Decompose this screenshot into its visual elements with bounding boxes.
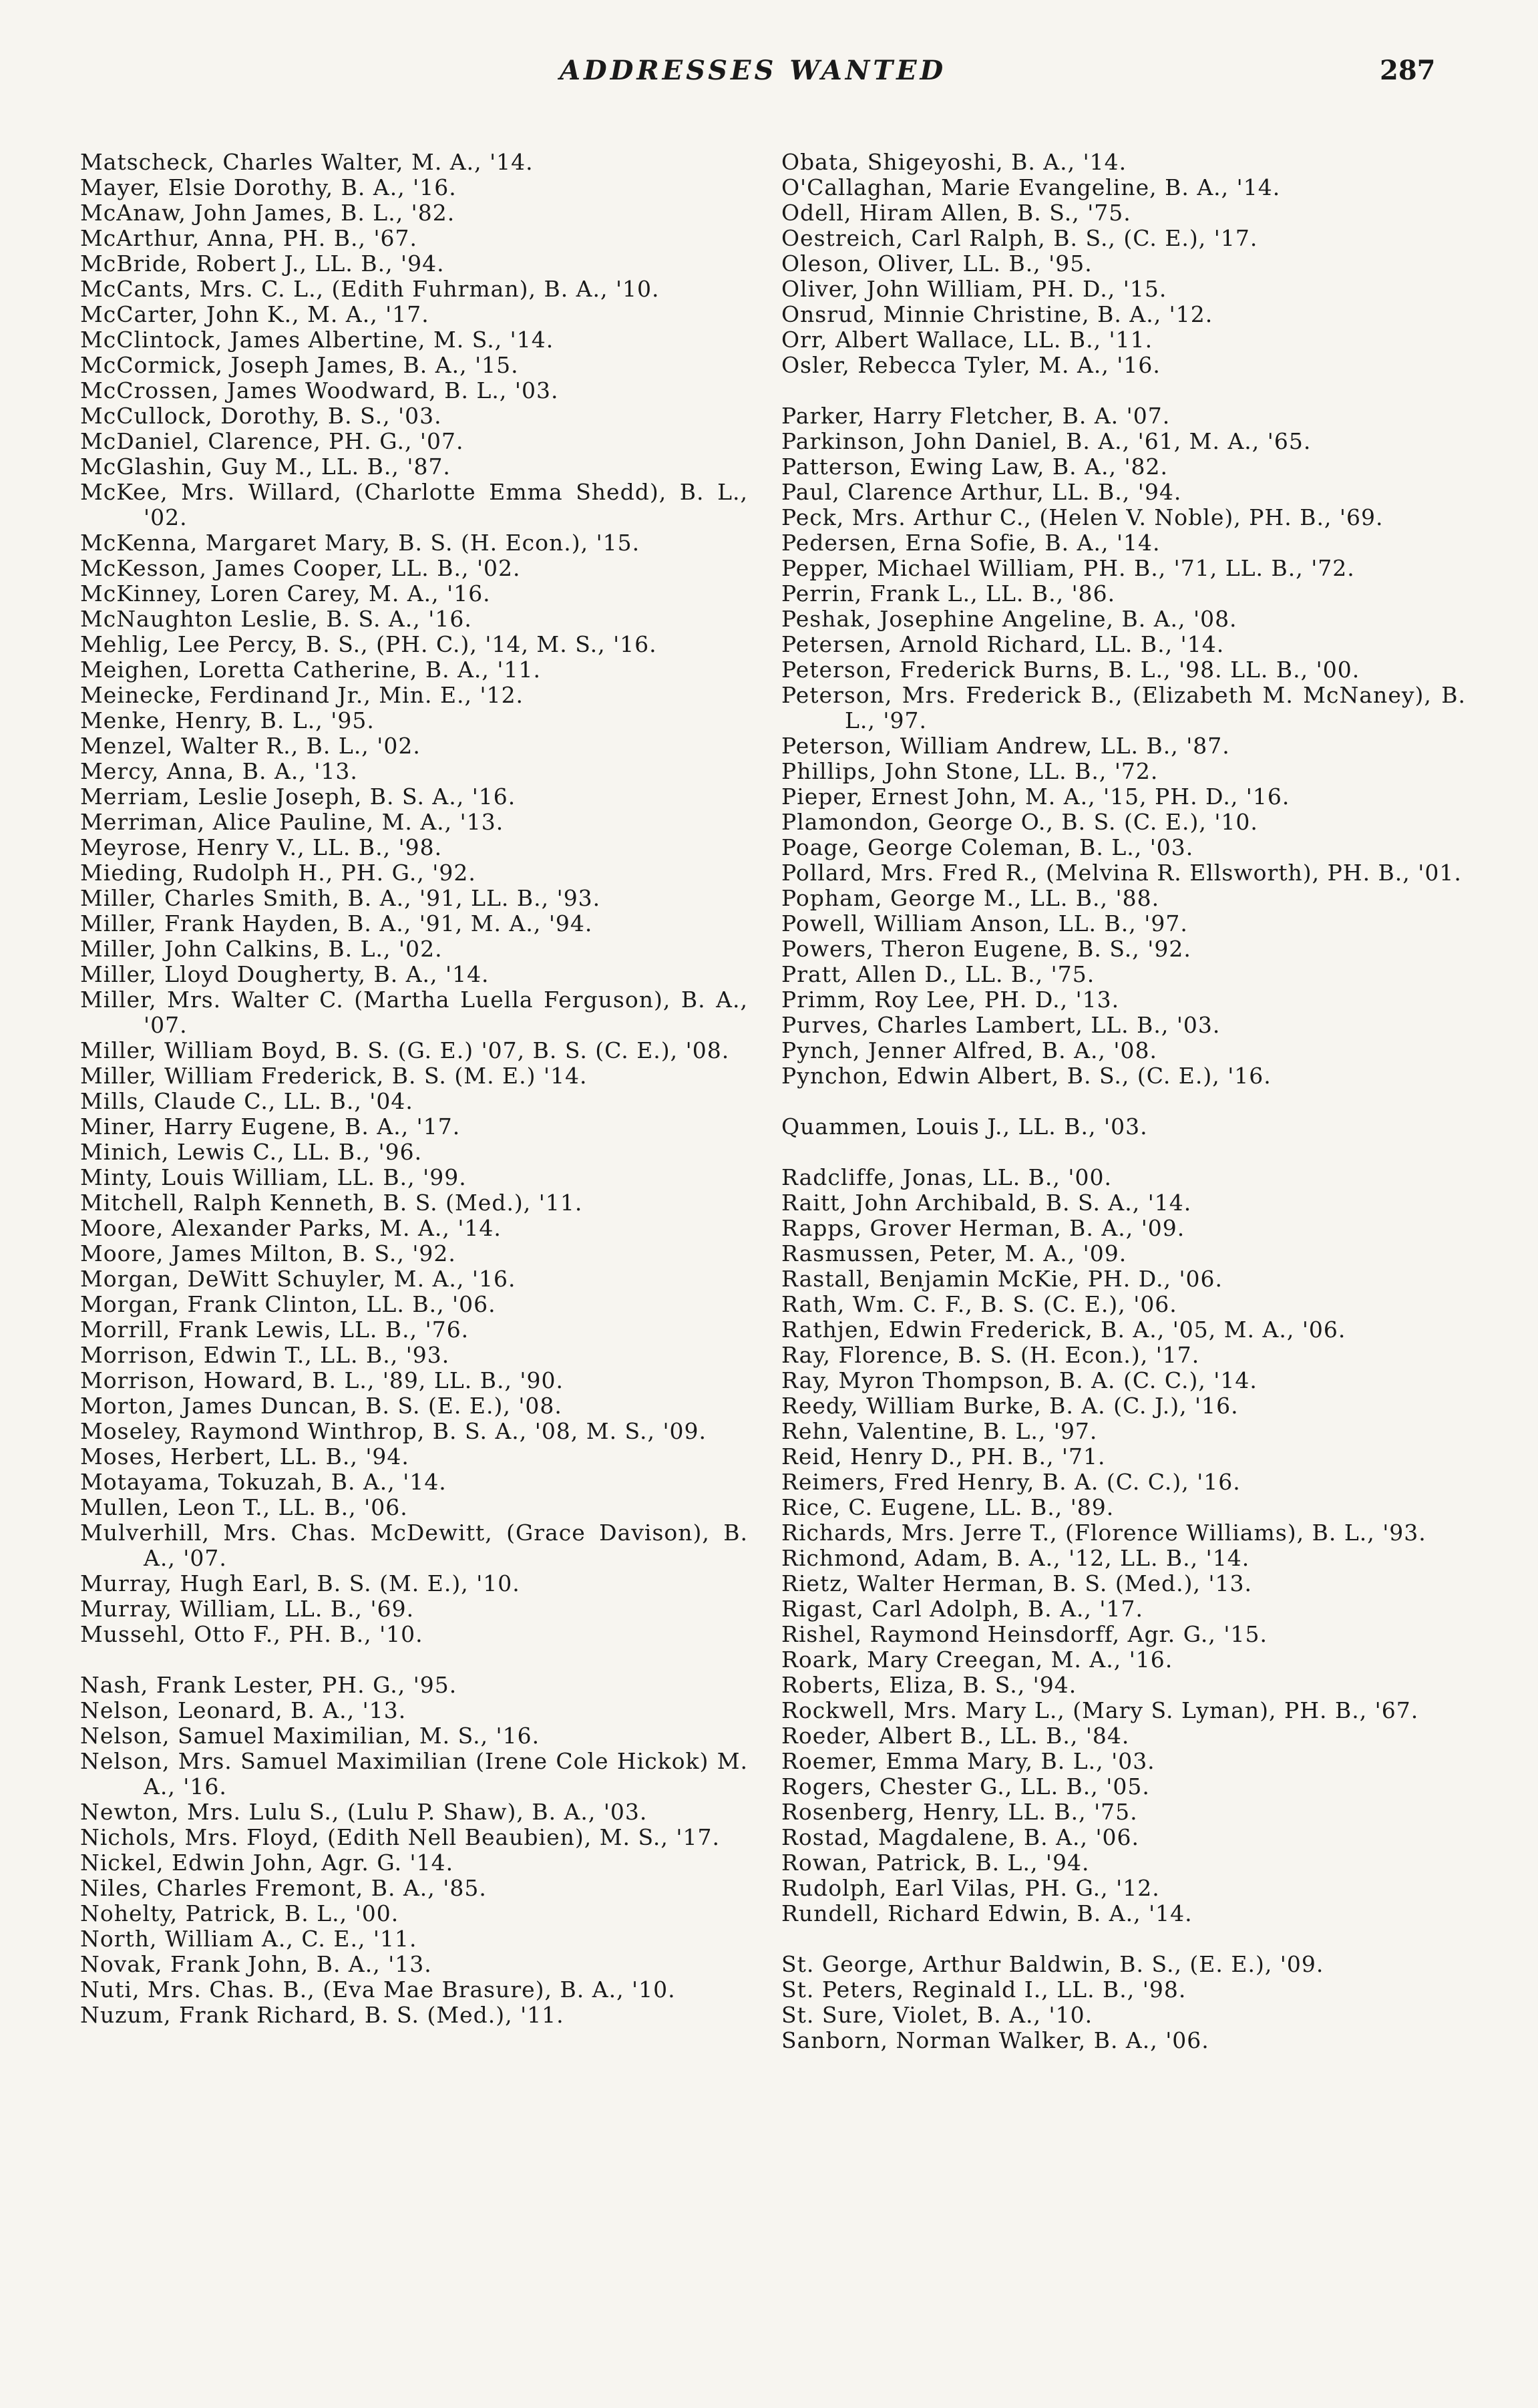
- directory-entry: McKenna, Margaret Mary, B. S. (H. Econ.), '15.: [80, 530, 640, 556]
- directory-entry: McKee, Mrs. Willard, (Charlotte Emma Shedd), B. L., '02.: [80, 479, 748, 530]
- directory-entry: Primm, Roy Lee, PH. D., '13.: [781, 987, 1120, 1013]
- directory-entry: Radcliffe, Jonas, LL. B., '00.: [781, 1164, 1112, 1190]
- directory-entry: Reid, Henry D., PH. B., '71.: [781, 1443, 1106, 1470]
- directory-entry: Motayama, Tokuzah, B. A., '14.: [80, 1469, 447, 1495]
- directory-entry: Petersen, Arnold Richard, LL. B., '14.: [781, 631, 1225, 657]
- directory-entry: Mehlig, Lee Percy, B. S., (PH. C.), '14, M. S., '16.: [80, 631, 657, 657]
- directory-entry: McGlashin, Guy M., LL. B., '87.: [80, 454, 451, 480]
- directory-entry: Morton, James Duncan, B. S. (E. E.), '08.: [80, 1393, 562, 1419]
- directory-entry: Ray, Myron Thompson, B. A. (C. C.), '14.: [781, 1367, 1258, 1393]
- directory-entry: Meyrose, Henry V., LL. B., '98.: [80, 834, 443, 860]
- directory-entry: Richards, Mrs. Jerre T., (Florence Williams), B. L., '93.: [781, 1520, 1426, 1546]
- directory-entry: Mayer, Elsie Dorothy, B. A., '16.: [80, 174, 457, 200]
- directory-entry: Nelson, Leonard, B. A., '13.: [80, 1697, 407, 1723]
- directory-entry: Miller, John Calkins, B. L., '02.: [80, 936, 443, 962]
- directory-entry: Minich, Lewis C., LL. B., '96.: [80, 1139, 423, 1165]
- directory-entry: Quammen, Louis J., LL. B., '03.: [781, 1113, 1148, 1140]
- directory-entry: Oestreich, Carl Ralph, B. S., (C. E.), '17.: [781, 225, 1258, 251]
- directory-entry: Rundell, Richard Edwin, B. A., '14.: [781, 1900, 1193, 1926]
- directory-entry: Rosenberg, Henry, LL. B., '75.: [781, 1799, 1138, 1825]
- directory-entry: St. Peters, Reginald I., LL. B., '98.: [781, 1976, 1187, 2003]
- directory-entry: Oleson, Oliver, LL. B., '95.: [781, 250, 1093, 277]
- directory-entry: Orr, Albert Wallace, LL. B., '11.: [781, 327, 1153, 353]
- directory-entry: Peterson, William Andrew, LL. B., '87.: [781, 733, 1230, 759]
- directory-entry: St. George, Arthur Baldwin, B. S., (E. E.), '09.: [781, 1951, 1324, 1977]
- directory-entry: Mercy, Anna, B. A., '13.: [80, 758, 358, 784]
- directory-entry: Powell, William Anson, LL. B., '97.: [781, 910, 1188, 936]
- directory-entry: Rishel, Raymond Heinsdorff, Agr. G., '15.: [781, 1621, 1268, 1647]
- directory-entry: McKinney, Loren Carey, M. A., '16.: [80, 580, 491, 607]
- directory-entry: Miller, Mrs. Walter C. (Martha Luella Ferguson), B. A., '07.: [80, 987, 748, 1038]
- directory-entry: Mussehl, Otto F., PH. B., '10.: [80, 1621, 423, 1647]
- directory-entry: Rathjen, Edwin Frederick, B. A., '05, M. A., '06.: [781, 1317, 1346, 1343]
- directory-entry: Meinecke, Ferdinand Jr., Min. E., '12.: [80, 682, 524, 708]
- directory-entry: Patterson, Ewing Law, B. A., '82.: [781, 454, 1168, 480]
- directory-entry: Rasmussen, Peter, M. A., '09.: [781, 1240, 1127, 1266]
- directory-entry: Roemer, Emma Mary, B. L., '03.: [781, 1748, 1155, 1774]
- directory-entry: Powers, Theron Eugene, B. S., '92.: [781, 936, 1191, 962]
- directory-entry: McNaughton Leslie, B. S. A., '16.: [80, 606, 472, 632]
- directory-entry: Rockwell, Mrs. Mary L., (Mary S. Lyman), PH. B., '67.: [781, 1697, 1419, 1723]
- directory-entry: Moore, James Milton, B. S., '92.: [80, 1240, 456, 1266]
- directory-entry: Popham, George M., LL. B., '88.: [781, 885, 1160, 911]
- directory-entry: Pieper, Ernest John, M. A., '15, PH. D., '16.: [781, 784, 1290, 810]
- directory-entry: Miller, William Frederick, B. S. (M. E.) '14.: [80, 1063, 588, 1089]
- directory-entry: Mills, Claude C., LL. B., '04.: [80, 1088, 413, 1114]
- directory-entry: Rehn, Valentine, B. L., '97.: [781, 1418, 1098, 1444]
- directory-entry: Rath, Wm. C. F., B. S. (C. E.), '06.: [781, 1291, 1177, 1317]
- directory-entry: Nichols, Mrs. Floyd, (Edith Nell Beaubien), M. S., '17.: [80, 1824, 720, 1850]
- directory-entry: Pepper, Michael William, PH. B., '71, LL. B., '72.: [781, 555, 1355, 581]
- directory-entry: Rowan, Patrick, B. L., '94.: [781, 1850, 1090, 1876]
- directory-entry: Miller, Charles Smith, B. A., '91, LL. B., '93.: [80, 885, 601, 911]
- directory-entry: Morgan, DeWitt Schuyler, M. A., '16.: [80, 1266, 516, 1292]
- directory-entry: Mulverhill, Mrs. Chas. McDewitt, (Grace Davison), B. A., '07.: [80, 1520, 748, 1571]
- directory-entry: Merriman, Alice Pauline, M. A., '13.: [80, 809, 504, 835]
- directory-entry: Newton, Mrs. Lulu S., (Lulu P. Shaw), B. A., '03.: [80, 1799, 648, 1825]
- directory-entry: Nelson, Mrs. Samuel Maximilian (Irene Cole Hickok) M. A., '16.: [80, 1748, 748, 1799]
- directory-entry: Peterson, Mrs. Frederick B., (Elizabeth M. McNaney), B. L., '97.: [781, 682, 1466, 733]
- directory-entry: Niles, Charles Fremont, B. A., '85.: [80, 1875, 487, 1901]
- directory-entry: Morrill, Frank Lewis, LL. B., '76.: [80, 1317, 469, 1343]
- directory-entry: Merriam, Leslie Joseph, B. S. A., '16.: [80, 784, 516, 810]
- directory-entry: Onsrud, Minnie Christine, B. A., '12.: [781, 301, 1213, 327]
- directory-entry: McCormick, Joseph James, B. A., '15.: [80, 352, 519, 378]
- directory-entry: Pedersen, Erna Sofie, B. A., '14.: [781, 530, 1161, 556]
- directory-entry: Paul, Clarence Arthur, LL. B., '94.: [781, 479, 1182, 505]
- directory-entry: Rapps, Grover Herman, B. A., '09.: [781, 1215, 1185, 1241]
- directory-entry: Rietz, Walter Herman, B. S. (Med.), '13.: [781, 1570, 1253, 1596]
- directory-entry: Reedy, William Burke, B. A. (C. J.), '16.: [781, 1393, 1239, 1419]
- directory-entry: Pratt, Allen D., LL. B., '75.: [781, 961, 1095, 987]
- directory-entry: Rudolph, Earl Vilas, PH. G., '12.: [781, 1875, 1160, 1901]
- directory-entry: Richmond, Adam, B. A., '12, LL. B., '14.: [781, 1545, 1250, 1571]
- directory-entry: McDaniel, Clarence, PH. G., '07.: [80, 428, 464, 454]
- directory-entry: Pynch, Jenner Alfred, B. A., '08.: [781, 1037, 1157, 1063]
- directory-entry: Peshak, Josephine Angeline, B. A., '08.: [781, 606, 1237, 632]
- directory-entry: Peck, Mrs. Arthur C., (Helen V. Noble), PH. B., '69.: [781, 504, 1384, 530]
- directory-entry: Rice, C. Eugene, LL. B., '89.: [781, 1494, 1115, 1520]
- directory-entry: McAnaw, John James, B. L., '82.: [80, 200, 455, 226]
- directory-entry: Rastall, Benjamin McKie, PH. D., '06.: [781, 1266, 1223, 1292]
- page-header: [0, 55, 1538, 95]
- directory-entry: Menzel, Walter R., B. L., '02.: [80, 733, 421, 759]
- directory-entry: Moses, Herbert, LL. B., '94.: [80, 1443, 409, 1470]
- directory-entry: Nash, Frank Lester, PH. G., '95.: [80, 1672, 457, 1698]
- directory-entry: Moore, Alexander Parks, M. A., '14.: [80, 1215, 502, 1241]
- directory-entry: St. Sure, Violet, B. A., '10.: [781, 2002, 1093, 2028]
- directory-entry: Nuti, Mrs. Chas. B., (Eva Mae Brasure), B. A., '10.: [80, 1976, 676, 2003]
- directory-entry: Miller, Lloyd Dougherty, B. A., '14.: [80, 961, 490, 987]
- directory-entry: McBride, Robert J., LL. B., '94.: [80, 250, 445, 277]
- directory-entry: Morrison, Edwin T., LL. B., '93.: [80, 1342, 450, 1368]
- directory-entry: Odell, Hiram Allen, B. S., '75.: [781, 200, 1131, 226]
- directory-entry: Nelson, Samuel Maximilian, M. S., '16.: [80, 1723, 540, 1749]
- directory-entry: Mieding, Rudolph H., PH. G., '92.: [80, 860, 476, 886]
- directory-entry: Nohelty, Patrick, B. L., '00.: [80, 1900, 399, 1926]
- directory-entry: Parkinson, John Daniel, B. A., '61, M. A., '65.: [781, 428, 1312, 454]
- directory-entry: Pynchon, Edwin Albert, B. S., (C. E.), '16.: [781, 1063, 1272, 1089]
- directory-entry: McKesson, James Cooper, LL. B., '02.: [80, 555, 521, 581]
- directory-entry: Matscheck, Charles Walter, M. A., '14.: [80, 149, 534, 175]
- directory-entry: Nuzum, Frank Richard, B. S. (Med.), '11.: [80, 2002, 564, 2028]
- directory-entry: Moseley, Raymond Winthrop, B. S. A., '08, M. S., '09.: [80, 1418, 707, 1444]
- directory-entry: Sanborn, Norman Walker, B. A., '06.: [781, 2027, 1209, 2053]
- directory-entry: Perrin, Frank L., LL. B., '86.: [781, 580, 1116, 607]
- directory-entry: McCrossen, James Woodward, B. L., '03.: [80, 377, 559, 403]
- directory-entry: McCullock, Dorothy, B. S., '03.: [80, 403, 442, 429]
- directory-entry: Rigast, Carl Adolph, B. A., '17.: [781, 1596, 1143, 1622]
- directory-entry: Purves, Charles Lambert, LL. B., '03.: [781, 1012, 1221, 1038]
- directory-entry: North, William A., C. E., '11.: [80, 1926, 417, 1952]
- directory-entry: O'Callaghan, Marie Evangeline, B. A., '14.: [781, 174, 1281, 200]
- left-column: [80, 150, 748, 2028]
- directory-entry: Rostad, Magdalene, B. A., '06.: [781, 1824, 1140, 1850]
- directory-entry: Reimers, Fred Henry, B. A. (C. C.), '16.: [781, 1469, 1241, 1495]
- directory-entry: Poage, George Coleman, B. L., '03.: [781, 834, 1194, 860]
- directory-entry: Miller, Frank Hayden, B. A., '91, M. A., '94.: [80, 910, 593, 936]
- directory-entry: Roeder, Albert B., LL. B., '84.: [781, 1723, 1130, 1749]
- page-number: 287: [1380, 55, 1436, 86]
- directory-entry: Roark, Mary Creegan, M. A., '16.: [781, 1647, 1173, 1673]
- directory-entry: Obata, Shigeyoshi, B. A., '14.: [781, 149, 1127, 175]
- directory-entry: Minty, Louis William, LL. B., '99.: [80, 1164, 467, 1190]
- directory-entry: Phillips, John Stone, LL. B., '72.: [781, 758, 1159, 784]
- directory-entry: Morgan, Frank Clinton, LL. B., '06.: [80, 1291, 496, 1317]
- directory-entry: Parker, Harry Fletcher, B. A. '07.: [781, 403, 1171, 429]
- directory-entry: McCants, Mrs. C. L., (Edith Fuhrman), B. A., '10.: [80, 276, 660, 302]
- directory-entry: McCarter, John K., M. A., '17.: [80, 301, 429, 327]
- directory-entry: Rogers, Chester G., LL. B., '05.: [781, 1773, 1150, 1799]
- right-column: [781, 150, 1466, 2053]
- directory-entry: Mullen, Leon T., LL. B., '06.: [80, 1494, 408, 1520]
- directory-entry: Oliver, John William, PH. D., '15.: [781, 276, 1167, 302]
- directory-entry: Novak, Frank John, B. A., '13.: [80, 1951, 432, 1977]
- directory-entry: Pollard, Mrs. Fred R., (Melvina R. Ellsworth), PH. B., '01.: [781, 860, 1462, 886]
- directory-entry: Nickel, Edwin John, Agr. G. '14.: [80, 1850, 454, 1876]
- directory-entry: Mitchell, Ralph Kenneth, B. S. (Med.), '11.: [80, 1190, 583, 1216]
- directory-entry: Peterson, Frederick Burns, B. L., '98. LL. B., '00.: [781, 657, 1360, 683]
- directory-entry: Roberts, Eliza, B. S., '94.: [781, 1672, 1077, 1698]
- directory-entry: Meighen, Loretta Catherine, B. A., '11.: [80, 657, 541, 683]
- directory-entry: Murray, Hugh Earl, B. S. (M. E.), '10.: [80, 1570, 520, 1596]
- directory-entry: Morrison, Howard, B. L., '89, LL. B., '90.: [80, 1367, 564, 1393]
- directory-entry: Miner, Harry Eugene, B. A., '17.: [80, 1113, 461, 1140]
- directory-entry: McClintock, James Albertine, M. S., '14.: [80, 327, 554, 353]
- directory-entry: Miller, William Boyd, B. S. (G. E.) '07, B. S. (C. E.), '08.: [80, 1037, 730, 1063]
- directory-entry: Menke, Henry, B. L., '95.: [80, 707, 375, 733]
- directory-entry: McArthur, Anna, PH. B., '67.: [80, 225, 418, 251]
- directory-entry: Murray, William, LL. B., '69.: [80, 1596, 415, 1622]
- running-title: ADDRESSES WANTED: [560, 55, 947, 86]
- directory-entry: Osler, Rebecca Tyler, M. A., '16.: [781, 352, 1161, 378]
- directory-entry: Plamondon, George O., B. S. (C. E.), '10.: [781, 809, 1258, 835]
- directory-entry: Ray, Florence, B. S. (H. Econ.), '17.: [781, 1342, 1200, 1368]
- directory-entry: Raitt, John Archibald, B. S. A., '14.: [781, 1190, 1192, 1216]
